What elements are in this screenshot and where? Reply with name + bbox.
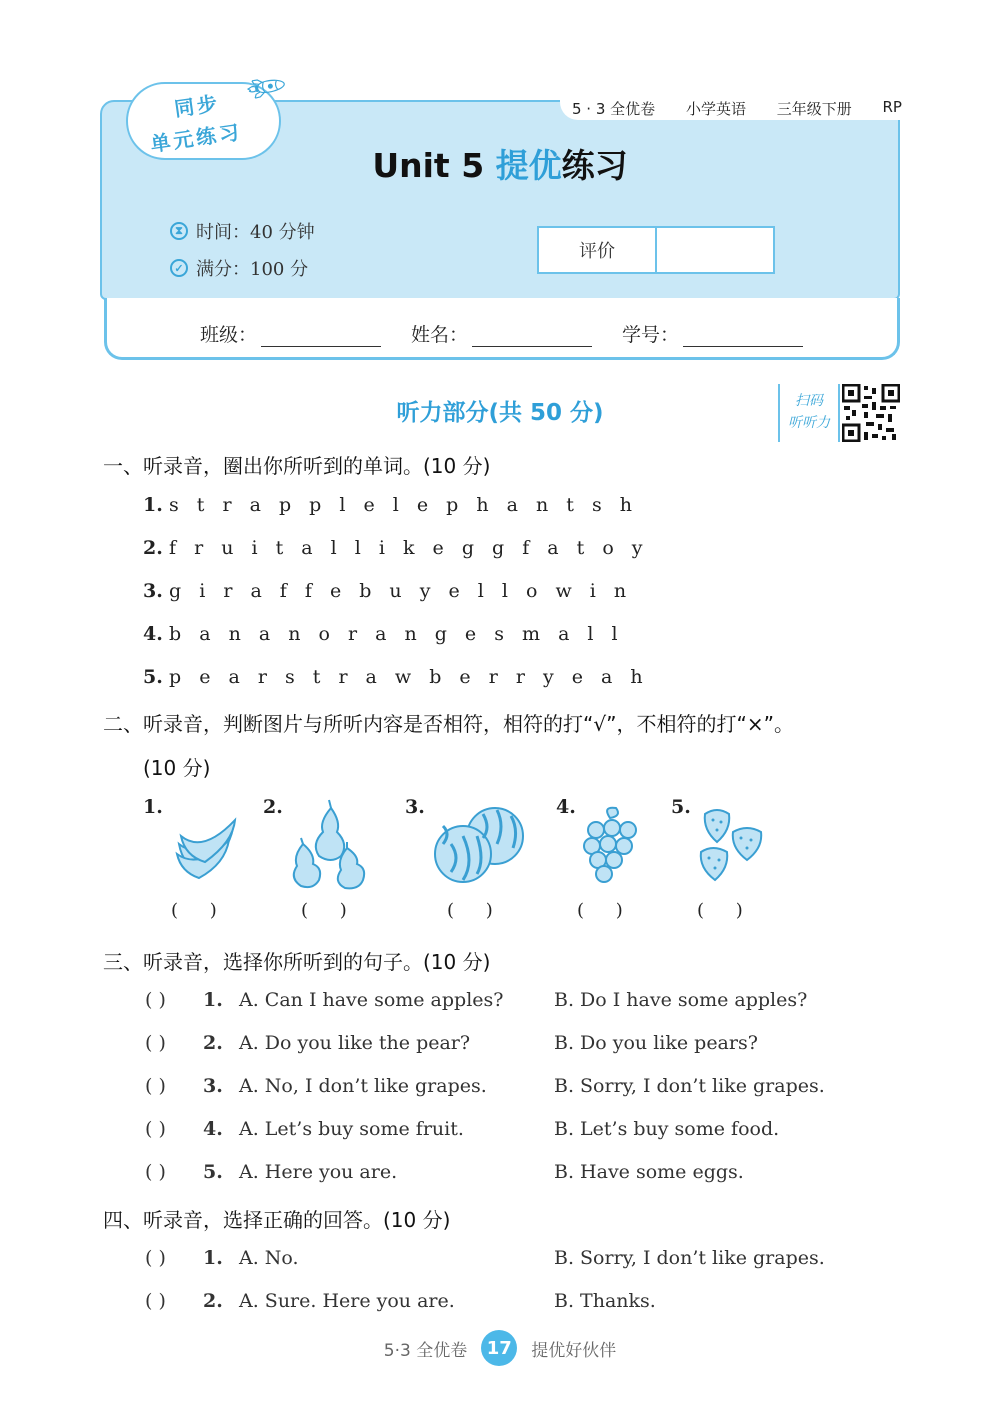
answer-bracket[interactable]: ( ) [145, 1118, 166, 1140]
picture-number: 3. [405, 796, 425, 818]
page-number: 17 [481, 1330, 517, 1366]
pear-icon [287, 798, 383, 890]
picture-row [143, 796, 783, 926]
question-number: 1. [203, 989, 223, 1011]
letter-row [143, 494, 632, 516]
title-highlight: 提优 [495, 146, 562, 185]
answer-bracket[interactable]: ( ) [577, 900, 623, 921]
picture-item [143, 796, 163, 818]
qr-code-icon[interactable] [842, 384, 900, 442]
section2-points: (10 分) [143, 756, 211, 780]
class-label: 班级： [200, 324, 258, 346]
letter-row [143, 623, 618, 645]
answer-bracket[interactable]: ( ) [145, 1290, 166, 1312]
picture-number: 5. [671, 796, 691, 818]
section3-heading: 三、听录音，选择你所听到的句子。(10 分) [103, 950, 491, 974]
picture-number: 1. [143, 796, 163, 818]
option-b[interactable]: B. Do you like pears? [554, 1032, 758, 1054]
answer-bracket[interactable]: ( ) [697, 900, 743, 921]
name-blank[interactable] [472, 325, 592, 347]
picture-item [671, 796, 691, 818]
picture-number: 4. [556, 796, 576, 818]
letter-string[interactable]: p e a r s t r a w b e r r y e a h [169, 666, 643, 688]
section1-heading: 一、听录音，圈出你所听到的单词。(10 分) [103, 454, 491, 478]
answer-bracket[interactable]: ( ) [145, 1032, 166, 1054]
badge-line1: 同步 [172, 90, 222, 122]
check-circle-icon: ✓ [170, 259, 188, 277]
badge-line2: 单元练习 [148, 119, 244, 157]
page-title [0, 140, 1000, 187]
row-number: 2. [143, 537, 163, 559]
section2-heading: 二、听录音，判断图片与所听内容是否相符，相符的打“√”，不相符的打“×”。 [103, 712, 794, 736]
rocket-icon: 🚀︎ [239, 62, 291, 113]
footer-series: 5·3 全优卷 [383, 1340, 468, 1361]
option-a[interactable]: A. No, I don’t like grapes. [239, 1075, 487, 1097]
letter-row [143, 537, 643, 559]
id-label: 学号： [622, 324, 680, 346]
edition-label: RP [882, 98, 902, 116]
option-a[interactable]: A. Here you are. [239, 1161, 398, 1183]
letter-string[interactable]: f r u i t a l l i k e g g f a t o y [169, 537, 643, 559]
letter-row [143, 580, 626, 602]
option-b[interactable]: B. Thanks. [554, 1290, 656, 1312]
option-a[interactable]: A. Sure. Here you are. [239, 1290, 455, 1312]
banana-icon [171, 814, 241, 884]
picture-item [263, 796, 283, 818]
answer-bracket[interactable]: ( ) [171, 900, 217, 921]
answer-bracket[interactable]: ( ) [145, 989, 166, 1011]
evaluation-label: 评价 [539, 228, 657, 272]
row-number: 1. [143, 494, 163, 516]
subject-label: 小学英语 [685, 100, 746, 118]
option-b[interactable]: B. Sorry, I don’t like grapes. [554, 1075, 825, 1097]
option-a[interactable]: A. Let’s buy some fruit. [239, 1118, 464, 1140]
time-limit [170, 218, 315, 244]
question-number: 3. [203, 1075, 223, 1097]
option-a[interactable]: A. Do you like the pear? [239, 1032, 471, 1054]
answer-bracket[interactable]: ( ) [145, 1075, 166, 1097]
answer-bracket[interactable]: ( ) [301, 900, 347, 921]
option-b[interactable]: B. Sorry, I don’t like grapes. [554, 1247, 825, 1269]
question-number: 2. [203, 1290, 223, 1312]
picture-item [405, 796, 425, 818]
listening-section-title: 听力部分(共 50 分) [396, 400, 604, 426]
answer-bracket[interactable]: ( ) [145, 1161, 166, 1183]
letter-row [143, 666, 643, 688]
row-number: 5. [143, 666, 163, 688]
option-b[interactable]: B. Let’s buy some food. [554, 1118, 780, 1140]
qr-label-line2: 听听力 [788, 415, 830, 431]
letter-string[interactable]: s t r a p p l e l e p h a n t s h [169, 494, 632, 516]
class-field[interactable] [200, 320, 381, 347]
answer-bracket[interactable]: ( ) [145, 1247, 166, 1269]
time-text: 时间：40 分钟 [196, 222, 315, 243]
hourglass-icon: ⧗ [170, 222, 188, 240]
id-blank[interactable] [683, 325, 803, 347]
student-id-field[interactable] [622, 320, 803, 347]
qr-label [778, 384, 840, 442]
name-field[interactable] [411, 320, 592, 347]
qr-label-line1: 扫码 [795, 393, 823, 409]
letter-string[interactable]: g i r a f f e b u y e l l o w i n [169, 580, 627, 602]
page-footer [0, 1330, 1000, 1366]
row-number: 3. [143, 580, 163, 602]
option-a[interactable]: A. Can I have some apples? [239, 989, 504, 1011]
book-meta [572, 98, 902, 119]
name-label: 姓名： [411, 324, 469, 346]
title-suffix: 练习 [561, 146, 628, 185]
series-label: 5 · 3 全优卷 [572, 100, 656, 118]
picture-item [556, 796, 576, 818]
footer-slogan: 提优好伙伴 [531, 1340, 617, 1361]
option-a[interactable]: A. No. [239, 1247, 299, 1269]
grade-label: 三年级下册 [776, 100, 852, 118]
row-number: 4. [143, 623, 163, 645]
title-prefix: Unit 5 [372, 146, 496, 185]
question-number: 1. [203, 1247, 223, 1269]
grapes-icon [582, 804, 642, 884]
option-b[interactable]: B. Do I have some apples? [554, 989, 808, 1011]
answer-bracket[interactable]: ( ) [447, 900, 493, 921]
question-number: 4. [203, 1118, 223, 1140]
strawberry-icon [697, 802, 769, 886]
letter-string[interactable]: b a n a n o r a n g e s m a l l [169, 623, 618, 645]
picture-number: 2. [263, 796, 283, 818]
section4-heading: 四、听录音，选择正确的回答。(10 分) [103, 1208, 451, 1232]
evaluation-field[interactable] [657, 228, 773, 272]
question-number: 2. [203, 1032, 223, 1054]
student-info-row [200, 320, 803, 347]
score-text: 满分：100 分 [196, 259, 309, 280]
class-blank[interactable] [261, 325, 381, 347]
full-score [170, 255, 308, 281]
evaluation-box [537, 226, 775, 274]
watermelon-icon [433, 804, 529, 888]
option-b[interactable]: B. Have some eggs. [554, 1161, 744, 1183]
question-number: 5. [203, 1161, 223, 1183]
